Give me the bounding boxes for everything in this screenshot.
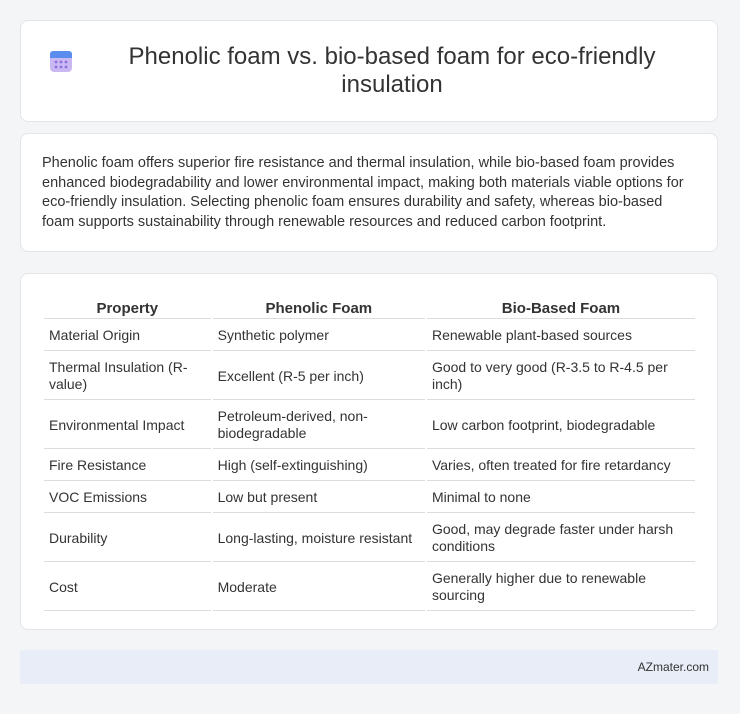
calendar-icon [49,49,73,73]
row-phenolic-value: Petroleum-derived, non-biodegradable [213,402,425,449]
row-bio-value: Generally higher due to renewable sourcing [427,564,695,611]
table-row [44,451,695,481]
table-row [44,353,695,400]
row-bio-value: Renewable plant-based sources [427,321,695,351]
header-phenolic-foam: Phenolic Foam [213,298,425,319]
header-property: Property [44,298,211,319]
summary-text: Phenolic foam offers superior fire resistance and thermal insulation, while bio-based foam provides enhanced biodegradability and lower environmental impact, making both materials viable options for eco-friendly insulation. Selecting phenolic foam ensures durability and safety, whereas bio-based foam supports sustainability through renewable resources and reduced carbon footprint. [42,155,684,230]
table-row [44,564,695,611]
comparison-table-card [20,273,718,630]
table-row [44,515,695,562]
row-property: Environmental Impact [44,402,211,449]
comparison-table [42,296,697,613]
header-bio-based-foam: Bio-Based Foam [427,298,695,319]
title-wrap [49,43,689,99]
row-property: Cost [44,564,211,611]
row-property: VOC Emissions [44,483,211,513]
row-phenolic-value: Moderate [213,564,425,611]
footer-site-name[interactable]: AZmater.com [637,660,709,674]
row-phenolic-value: Synthetic polymer [213,321,425,351]
row-property: Thermal Insulation (R-value) [44,353,211,400]
row-property: Fire Resistance [44,451,211,481]
table-row [44,483,695,513]
row-phenolic-value: Excellent (R-5 per inch) [213,353,425,400]
row-phenolic-value: Long-lasting, moisture resistant [213,515,425,562]
row-property: Material Origin [44,321,211,351]
page-title: Phenolic foam vs. bio-based foam for eco-friendly insulation [128,43,656,98]
row-property: Durability [44,515,211,562]
table-row [44,402,695,449]
title-card [20,20,718,122]
row-phenolic-value: Low but present [213,483,425,513]
row-bio-value: Low carbon footprint, biodegradable [427,402,695,449]
footer [20,650,718,684]
row-bio-value: Good to very good (R-3.5 to R-4.5 per inch) [427,353,695,400]
row-bio-value: Minimal to none [427,483,695,513]
row-bio-value: Good, may degrade faster under harsh conditions [427,515,695,562]
table-row [44,321,695,351]
row-phenolic-value: High (self-extinguishing) [213,451,425,481]
row-bio-value: Varies, often treated for fire retardancy [427,451,695,481]
table-header-row [44,298,695,319]
summary-card [20,133,718,252]
